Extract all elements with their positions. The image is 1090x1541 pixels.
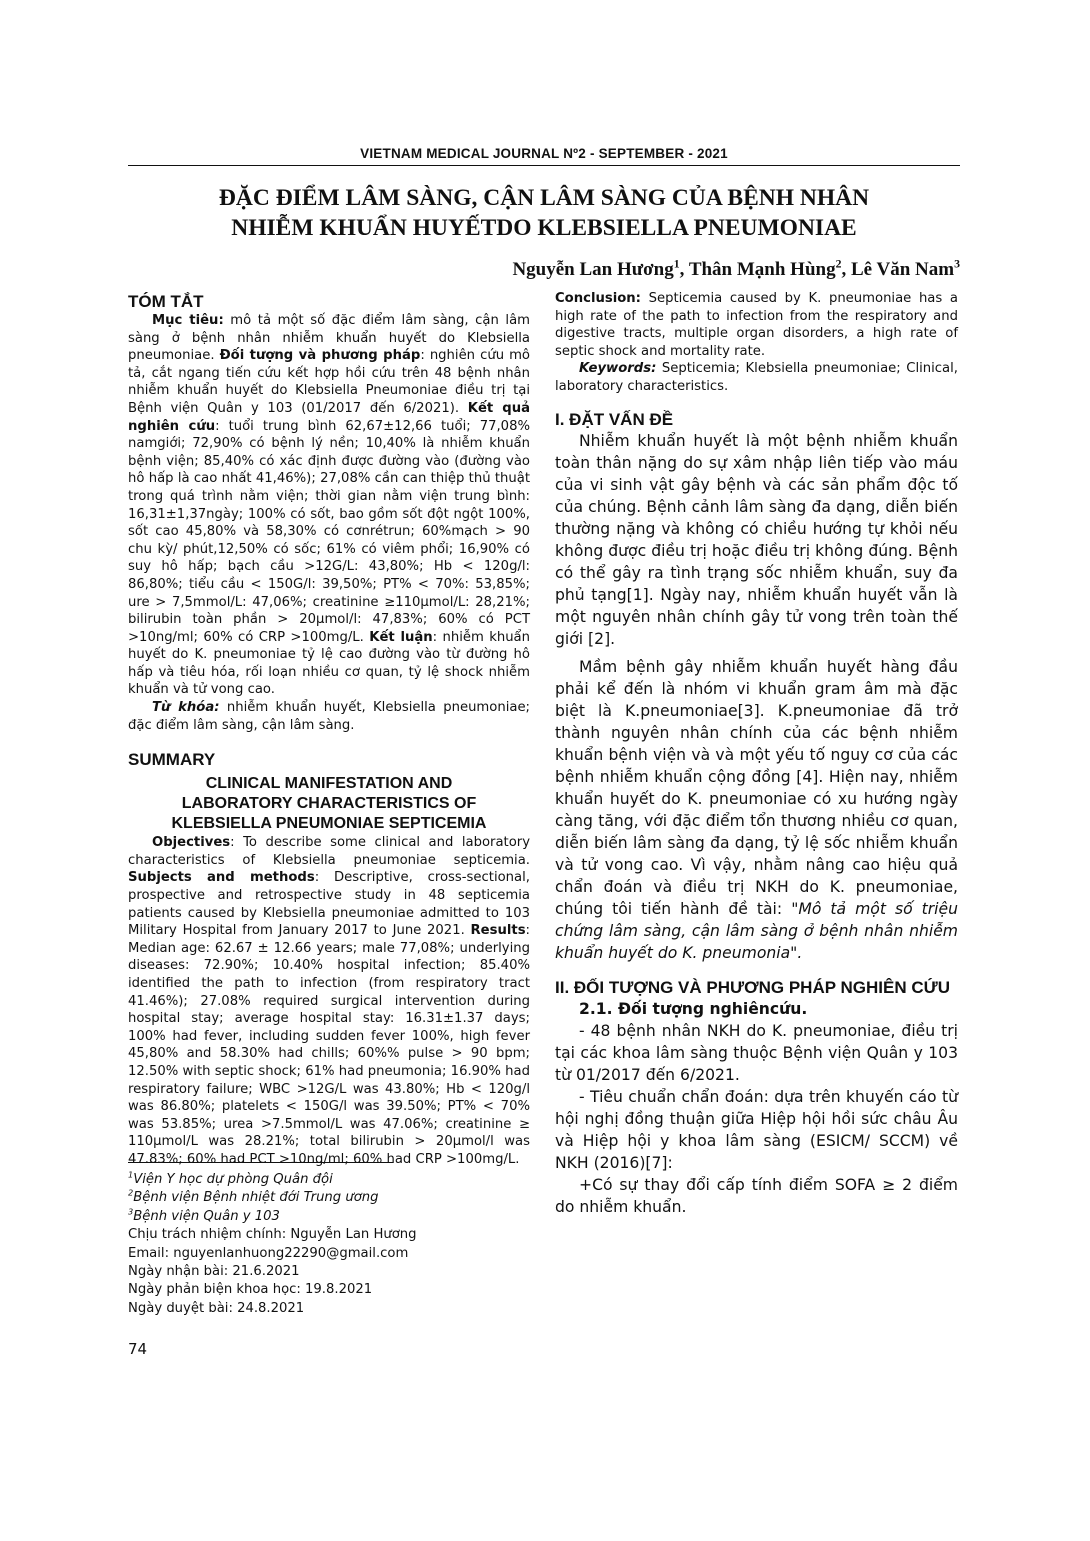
english-title-line-2: LABORATORY CHARACTERISTICS OF — [181, 795, 477, 813]
corresponding-author: Chịu trách nhiệm chính: Nguyễn Lan Hương — [128, 1227, 417, 1243]
keywords-en — [555, 360, 958, 395]
objective-label: Mục tiêu: — [152, 313, 224, 328]
title-line-1: ĐẶC ĐIỂM LÂM SÀNG, CẬN LÂM SÀNG CỦA BỆNH NHÂN — [218, 185, 870, 211]
summary-body-continued — [555, 290, 958, 360]
date-accepted: Ngày duyệt bài: 24.8.2021 — [128, 1300, 305, 1316]
keywords-vi-text: nhiễm khuẩn huyết, Klebsiella pneumoniae; đặc điểm lâm sàng, cận lâm sàng. — [128, 700, 531, 733]
article-title — [128, 183, 960, 243]
author-3: Lê Văn Nam — [851, 259, 955, 280]
section-1-paragraph-1: Nhiễm khuẩn huyết là một bệnh nhiễm khuẩn toàn thân nặng do sự xâm nhập liên tiếp vào máu của vi sinh vật gây bệnh và các sản phẩm độc tố của chúng. Bệnh cảnh lâm sàng đa dạng, diễn biến thường nặng và không có chiều hướng tự khỏi nếu không được điều trị hoặc điều trị không đúng. Bệnh có thể gây ra tình trạng sốc nhiễm khuẩn, suy đa phủ tạng[1]. Ngày nay, nhiễm khuẩn huyết vẫn là một nguyên nhân chính gây tử vong trên toàn thế giới [2]. — [555, 431, 958, 648]
section-1-paragraph-2 — [555, 656, 958, 964]
author-list: Nguyễn Lan Hương$^1$, Thân Mạnh Hùng$^2$, Lê Văn Nam$^3$ — [512, 257, 960, 280]
subjects-label: Subjects and methods — [128, 870, 315, 886]
author-3-affil: 3 — [954, 257, 960, 271]
author-2-affil: 2 — [835, 257, 842, 271]
affiliation-3-mark: 3 — [128, 1206, 134, 1217]
section-2-paragraph-3: +Có sự thay đổi cấp tính điểm SOFA ≥ 2 điểm do nhiễm khuẩn. — [555, 1175, 958, 1216]
conclusion-label: Kết luận — [369, 629, 433, 645]
abstract-vi-body — [128, 312, 530, 699]
english-title-line-3: KLEBSIELLA PNEUMONIAE SEPTICEMIA — [171, 815, 487, 833]
study-title-quote: "Mô tả một số triệu chứng lâm sàng, cận lâm sàng ở bệnh nhân nhiễm khuẩn huyết do K. pneumonia". — [555, 899, 958, 962]
affiliation-2 — [128, 1189, 530, 1207]
conclusion-text: : nhiễm khuẩn huyết do K. pneumoniae tỷ lệ cao đường vào từ đường hô hấp và tiêu hóa, rối loạn nhiều cơ quan, tỷ lệ shock nhiễm khuẩn và tử vong cao. — [128, 629, 530, 698]
objectives-text: : To describe some clinical and laboratory characteristics of Klebsiella pneumoniae septicemia. — [128, 835, 530, 868]
page-number: 74 — [128, 1340, 148, 1358]
affiliation-3-text: Bệnh viện Quân y 103 — [133, 1208, 280, 1224]
affiliation-1-text: Viện Y học dự phòng Quân đội — [133, 1172, 333, 1187]
english-title-line-1: CLINICAL MANIFESTATION AND — [205, 775, 453, 793]
author-1: Nguyễn Lan Hương — [512, 259, 674, 280]
conclusion-en-label: Conclusion: — [555, 291, 641, 306]
email: Email: nguyenlanhuong22290@gmail.com — [128, 1245, 409, 1261]
section-2-paragraph-2: - Tiêu chuẩn chẩn đoán: dựa trên khuyến cáo từ hội nghị đồng thuận giữa Hiệp hội hồi sức châu Âu và Hiệp hội y khoa lâm sàng (ESICM/ SCCM) về NKH (2016)[7]: — [555, 1087, 958, 1172]
summary-body — [128, 834, 530, 1168]
section-2-paragraph-1: - 48 bệnh nhân NKH do K. pneumoniae, điều trị tại các khoa lâm sàng thuộc Bệnh viện Quân y 103 từ 01/2017 đến 6/2021. — [555, 1021, 958, 1084]
affiliation-1-mark: 1 — [128, 1169, 134, 1180]
author-2: Thân Mạnh Hùng — [688, 259, 836, 280]
results-en-text: : Median age: 62.67 ± 12.66 years; male 77,08%; underlying diseases: 72.90%; 10.40% hospital infection; 85.40% identified the path to infection (from respiratory tract 41.46%); 27.08% required surgical intervention during hospital stay; average hospital stay: 16.31±1.37 days; 100% had fever, including sudden fever 100%, high fever 45,80% and 58.30% had chills; 60%% pulse > 90 bpm; 12.50% with septic shock; 61% had pneumonia; 16.90% had respiratory failure; WBC >12G/L was 43.80%; Hb < 120g/l was 86.80%; platelets < 150G/l was 39.50%; PT% < 70% was 53.85%; urea >7.5mmol/L was 47.06%; creatinine ≥ 110μmol/L was 28.21%; total bilirubin > 20μmol/l was 47.83%; 60% had PCT >10ng/ml; 60% had CRP >100mg/L. — [128, 923, 530, 1167]
keywords-en-text: Septicemia; Klebsiella pneumoniae; Clinical, laboratory characteristics. — [555, 361, 958, 394]
subsection-2-1-heading: 2.1. Đối tượng nghiêncứu. — [579, 999, 808, 1018]
affiliation-3 — [128, 1208, 530, 1226]
keywords-en-label: Keywords: — [579, 361, 657, 377]
section-1-paragraph-2-text: Mầm bệnh gây nhiễm khuẩn huyết hàng đầu phải kể đến là nhóm vi khuẩn gram âm mà đặc biệt là K.pneumoniae[3]. K.pneumoniae đã trở thành nguyên nhân chính của các bệnh nhiễm khuẩn bệnh viện và và một yếu tố nguy cơ của các bệnh nhiễm khuẩn cộng đồng [4]. Hiện nay, nhiễm khuẩn huyết do K. pneumoniae có xu hướng ngày càng tăng, với đặc điểm tổn thương nhiều cơ quan, diễn biến lâm sàng đa dạng, tỷ lệ sốc nhiễm khuẩn và tử vong cao. Vì vậy, nhằm nâng cao hiệu quả chẩn đoán và điều trị NKH do K. pneumoniae, chúng tôi tiến hành đề tài: — [555, 657, 958, 918]
affiliation-2-text: Bệnh viện Bệnh nhiệt đới Trung ương — [133, 1190, 379, 1206]
right-column — [555, 290, 958, 1218]
section-1-heading: I. ĐẶT VẤN ĐỀ — [555, 409, 674, 429]
affiliation-2-mark: 2 — [128, 1188, 134, 1199]
conclusion-en-text: Septicemia caused by K. pneumoniae has a high rate of the path to infection from the respiratory and digestive tracts, multiple organ disorders, a high rate of septic shock and mortality rate. — [555, 291, 958, 359]
running-head: VIETNAM MEDICAL JOURNAL Nº2 - SEPTEMBER - 2021 — [360, 146, 728, 161]
objectives-label: Objectives — [152, 835, 231, 851]
objective-text: mô tả một số đặc điểm lâm sàng, cận lâm sàng ở bệnh nhân nhiễm khuẩn huyết do Klebsiella pneumoniae. — [128, 313, 530, 364]
summary-heading: SUMMARY — [128, 750, 216, 770]
keywords-vi-label: Từ khóa: — [152, 700, 220, 716]
author-1-affil: 1 — [673, 257, 680, 271]
keywords-vi — [128, 699, 530, 734]
results-label: Kết quả nghiên cứu — [128, 400, 530, 434]
abstract-heading: TÓM TẮT — [128, 292, 204, 311]
subjects-text: : Descriptive, cross-sectional, prospective and retrospective study in 48 septicemia patients caused by Klebsiella pneumoniae admitted to 103 Military Hospital from January 2017 to June 2021. — [128, 870, 530, 939]
footnote-divider — [128, 1162, 393, 1163]
title-line-2: NHIỄM KHUẨN HUYẾTDO KLEBSIELLA PNEUMONIAE — [231, 215, 857, 241]
section-2-heading: II. ĐỐI TƯỢNG VÀ PHƯƠNG PHÁP NGHIÊN CỨU — [555, 977, 950, 997]
results-en-label: Results — [470, 923, 526, 939]
date-received: Ngày nhận bài: 21.6.2021 — [128, 1264, 300, 1280]
methods-label: Đối tượng và phương pháp — [219, 348, 421, 364]
left-column — [128, 292, 530, 1169]
english-title — [128, 774, 530, 834]
affiliation-1 — [128, 1171, 530, 1189]
footnotes — [128, 1171, 530, 1318]
results-text: : tuổi trung bình 62,67±12,66 tuổi; 77,08% namgiới; 72,90% có bệnh lý nền; 10,40% là nhiễm khuẩn bệnh viện; 85,40% có xác định được đường vào (đường vào hô hấp là cao nhất 41,46%); 27,08% cần can thiệp thủ thuật trong quá trình nằm viện; thời gian nằm viện trung bình: 16,31±1,37ngày; 100% có sốt, bao gồm sốt đột ngột 100%, sốt cao 45,80% và 58,30% có cơnrétrun; 60%mạch > 90 chu kỳ/ phút,12,50% có sốc; 61% có viêm phổi; 16,90% có suy hô hấp; bạch cầu >12G/L: 43,80%; Hb < 120g/l: 86,80%; tiểu cầu < 150G/l: 39,50%; PT% < 70%: 53,85%; ure > 7,5mmol/L: 47,06%; creatinine ≥110μmol/L: 28,21%; bilirubin toàn phần > 20μmol/l: 47,83%; 60% có PCT >10ng/ml; 60% có CRP >100mg/L. — [128, 418, 530, 645]
methods-text: : nghiên cứu mô tả, cắt ngang tiến cứu kết hợp hồi cứu trên 48 bệnh nhân nhiễm khuẩn huyết do Klebsiella Pneumoniae điều trị tại Bệnh viện Quân y 103 (01/2017 đến 6/2021). — [128, 348, 531, 416]
date-reviewed: Ngày phản biện khoa học: 19.8.2021 — [128, 1282, 373, 1298]
header-divider — [128, 165, 960, 166]
